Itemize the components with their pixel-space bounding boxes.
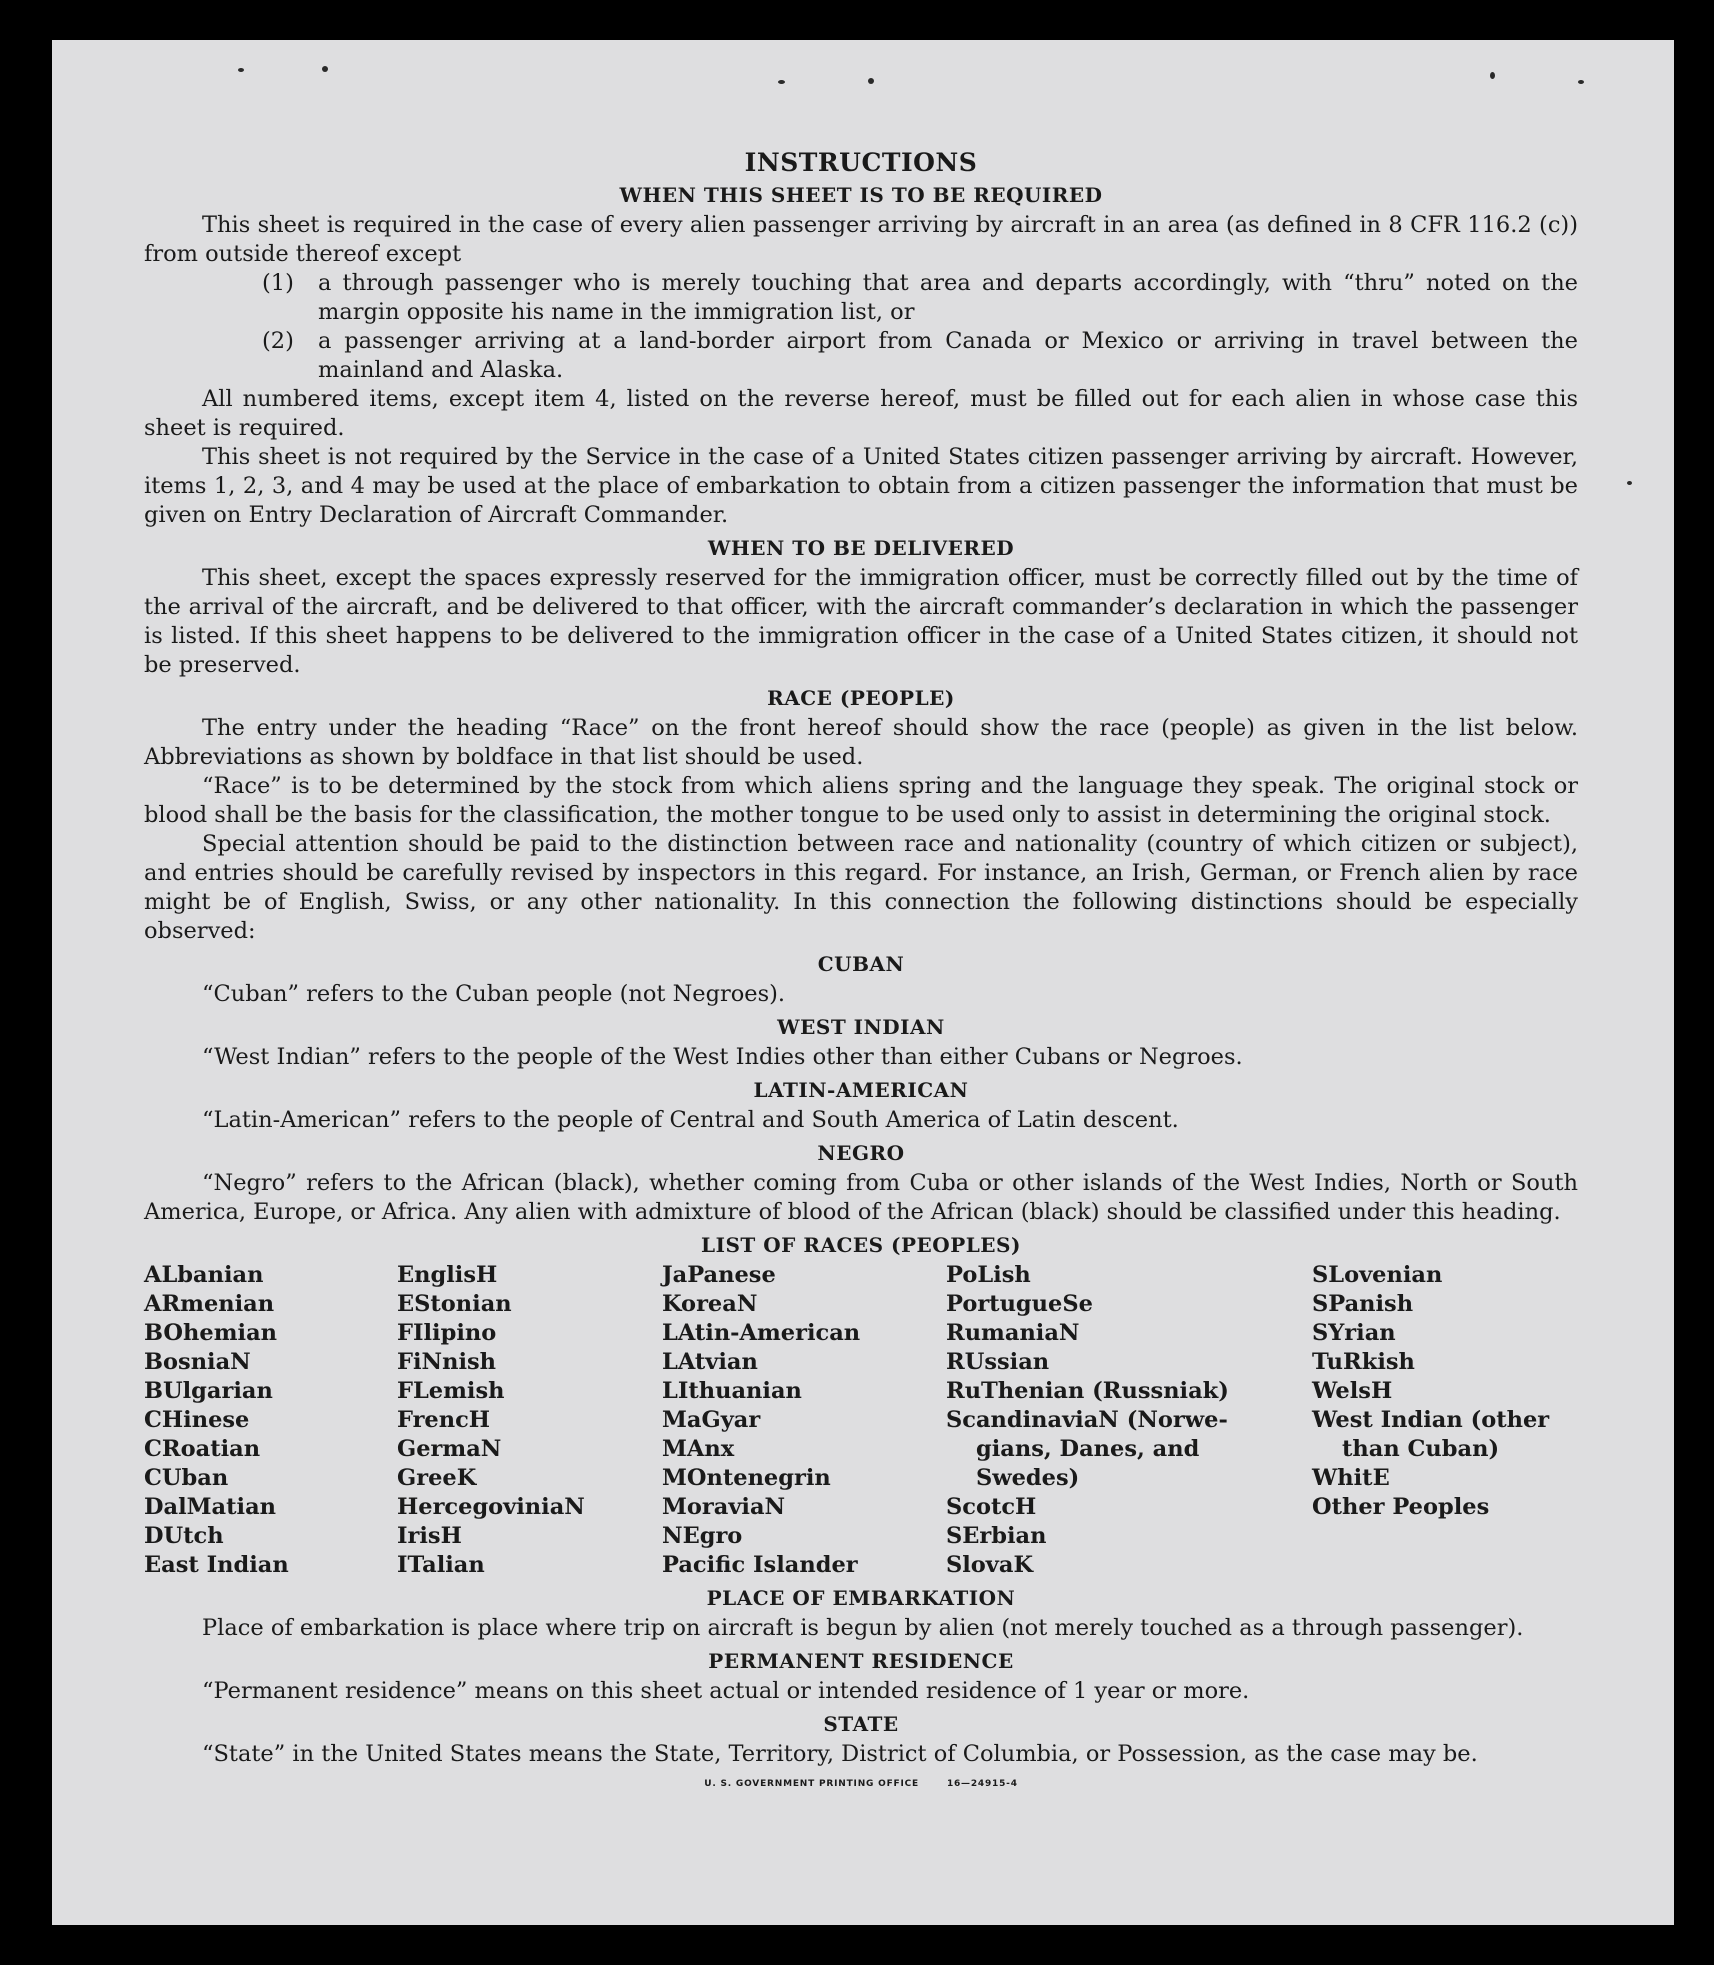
race-item: TuRkish [1312, 1349, 1415, 1375]
race-item: CUban [144, 1465, 229, 1491]
page-title: INSTRUCTIONS [744, 148, 978, 177]
race-item: RumaniaN [946, 1320, 1080, 1346]
race-item: West Indian (other [1312, 1407, 1550, 1433]
race-item: DUtch [144, 1523, 224, 1549]
race-item: BosniaN [144, 1349, 251, 1375]
race-item: than Cuban) [1342, 1436, 1500, 1462]
race-item: LAtvian [662, 1349, 758, 1375]
heading-west-indian: WEST INDIAN [777, 1015, 945, 1039]
race-item: BOhemian [144, 1320, 278, 1346]
heading-races-list: LIST OF RACES (PEOPLES) [701, 1233, 1021, 1257]
race-item: SErbian [946, 1523, 1047, 1549]
scan-speck [778, 80, 785, 84]
race-item: MOntenegrin [662, 1465, 831, 1491]
form-code: 16—24915-4 [946, 1779, 1018, 1789]
residence-text: “Permanent residence” means on this sheet actual or intended residence of 1 year or more. [202, 1678, 1250, 1704]
race-item: SlovaK [946, 1552, 1034, 1578]
document-page [52, 40, 1674, 1925]
heading-race: RACE (PEOPLE) [767, 686, 955, 710]
race-item: LAtin-American [662, 1320, 861, 1346]
negro-text: “Negro” refers to the African (black), whether coming from Cuba or other islands of the West Indies, North or South America, Europe, or Africa. Any alien with admixture of blood of the African (black) should be classified under this heading. [144, 1170, 1578, 1225]
race-item: EnglisH [397, 1262, 498, 1288]
race-item: ScotcH [946, 1494, 1037, 1520]
race-item: NEgro [662, 1523, 743, 1549]
race-item: BUlgarian [144, 1378, 273, 1404]
race-item: SLovenian [1312, 1262, 1443, 1288]
race-item: WhitE [1312, 1465, 1390, 1491]
race-item: GreeK [397, 1465, 477, 1491]
printer-footer [144, 1779, 1578, 1789]
scan-speck [1627, 481, 1632, 485]
exception-list [144, 269, 1578, 385]
required-p2: All numbered items, except item 4, listed on the reverse hereof, must be filled out for each alien in whose case this sheet is required. [144, 386, 1578, 441]
race-item: FIlipino [397, 1320, 497, 1346]
race-item: ITalian [397, 1552, 485, 1578]
race-item: EStonian [397, 1291, 512, 1317]
heading-cuban: CUBAN [817, 952, 905, 976]
race-item: DalMatian [144, 1494, 277, 1520]
races-column-5 [1312, 1261, 1578, 1580]
race-item: PortugueSe [946, 1291, 1093, 1317]
list-item: (1) a through passenger who is merely touching that area and departs accordingly, with “thru” noted on the margin opposite his name in the immigration list, or [262, 270, 1578, 325]
race-item: RuThenian (Russniak) [946, 1378, 1229, 1404]
scan-speck [1490, 72, 1495, 79]
races-column-1 [144, 1261, 397, 1580]
race-item: HercegoviniaN [397, 1494, 585, 1520]
race-item: ALbanian [144, 1262, 264, 1288]
race-item: Other Peoples [1312, 1494, 1490, 1520]
heading-state: STATE [823, 1712, 899, 1736]
race-item: East Indian [144, 1552, 289, 1578]
heading-residence: PERMANENT RESIDENCE [708, 1649, 1014, 1673]
list-item: (2) a passenger arriving at a land-border airport from Canada or Mexico or arriving in travel between the mainland and Alaska. [262, 328, 1578, 383]
latin-american-text: “Latin-American” refers to the people of Central and South America of Latin descent. [202, 1107, 1179, 1133]
race-item: MaGyar [662, 1407, 761, 1433]
state-text: “State” in the United States means the State, Territory, District of Columbia, or Possession, as the case may be. [202, 1741, 1478, 1767]
race-p1: The entry under the heading “Race” on the front hereof should show the race (people) as given in the list below. Abbreviations as shown by boldface in that list should be used. [144, 715, 1578, 770]
races-column-2 [397, 1261, 662, 1580]
race-item: CHinese [144, 1407, 250, 1433]
scan-speck [322, 66, 328, 72]
races-column-3 [662, 1261, 946, 1580]
race-item: WelsH [1312, 1378, 1393, 1404]
race-item: PoLish [946, 1262, 1031, 1288]
scan-speck [868, 78, 874, 84]
scan-speck [238, 68, 244, 72]
race-item: Swedes) [976, 1465, 1080, 1491]
race-item: ARmenian [144, 1291, 275, 1317]
races-table [144, 1261, 1578, 1580]
races-column-4 [946, 1261, 1312, 1580]
embarkation-text: Place of embarkation is place where trip on aircraft is begun by alien (not merely touched as a through passenger). [202, 1615, 1524, 1641]
race-item: gians, Danes, and [976, 1436, 1200, 1462]
heading-required: WHEN THIS SHEET IS TO BE REQUIRED [619, 183, 1103, 207]
race-item: LIthuanian [662, 1378, 802, 1404]
delivered-text: This sheet, except the spaces expressly reserved for the immigration officer, must be correctly filled out by the time of the arrival of the aircraft, and be delivered to that officer, with the aircraft commander’s declaration in which the passenger is listed. If this sheet happens to be delivered to the immigration officer in the case of a United States citizen, it should not be preserved. [144, 565, 1578, 678]
scan-speck [1578, 80, 1584, 84]
race-item: FrencH [397, 1407, 491, 1433]
heading-latin-american: LATIN-AMERICAN [753, 1078, 969, 1102]
heading-negro: NEGRO [817, 1141, 905, 1165]
heading-delivered: WHEN TO BE DELIVERED [707, 536, 1015, 560]
race-item: ScandinaviaN (Norwe- [946, 1407, 1228, 1433]
race-item: SYrian [1312, 1320, 1396, 1346]
race-item: IrisH [397, 1523, 462, 1549]
race-item: JaPanese [662, 1262, 776, 1288]
race-item: FLemish [397, 1378, 505, 1404]
race-item: MoraviaN [662, 1494, 786, 1520]
race-item: CRoatian [144, 1436, 261, 1462]
heading-embarkation: PLACE OF EMBARKATION [706, 1586, 1016, 1610]
race-item: SPanish [1312, 1291, 1414, 1317]
race-item: KoreaN [662, 1291, 758, 1317]
required-p3: This sheet is not required by the Service in the case of a United States citizen passenger arriving by aircraft. However, items 1, 2, 3, and 4 may be used at the place of embarkation to obtain from a citizen passenger the information that must be given on Entry Declaration of Aircraft Commander. [144, 444, 1578, 528]
printer-name: U. S. GOVERNMENT PRINTING OFFICE [704, 1779, 919, 1789]
race-item: FiNnish [397, 1349, 497, 1375]
cuban-text: “Cuban” refers to the Cuban people (not Negroes). [202, 981, 786, 1007]
west-indian-text: “West Indian” refers to the people of the West Indies other than either Cubans or Negroes. [202, 1044, 1243, 1070]
race-item: Pacific Islander [662, 1552, 858, 1578]
race-item: MAnx [662, 1436, 735, 1462]
required-intro: This sheet is required in the case of every alien passenger arriving by aircraft in an area (as defined in 8 CFR 116.2 (c)) from outside thereof except [144, 212, 1578, 267]
race-p3: Special attention should be paid to the distinction between race and nationality (country of which citizen or subject), and entries should be carefully revised by inspectors in this regard. For instance, an Irish, German, or French alien by race might be of English, Swiss, or any other nationality. In this connection the following distinctions should be especially observed: [144, 831, 1578, 944]
race-p2: “Race” is to be determined by the stock from which aliens spring and the language they speak. The original stock or blood shall be the basis for the classification, the mother tongue to be used only to assist in determining the original stock. [144, 773, 1578, 828]
race-item: RUssian [946, 1349, 1050, 1375]
race-item: GermaN [397, 1436, 502, 1462]
